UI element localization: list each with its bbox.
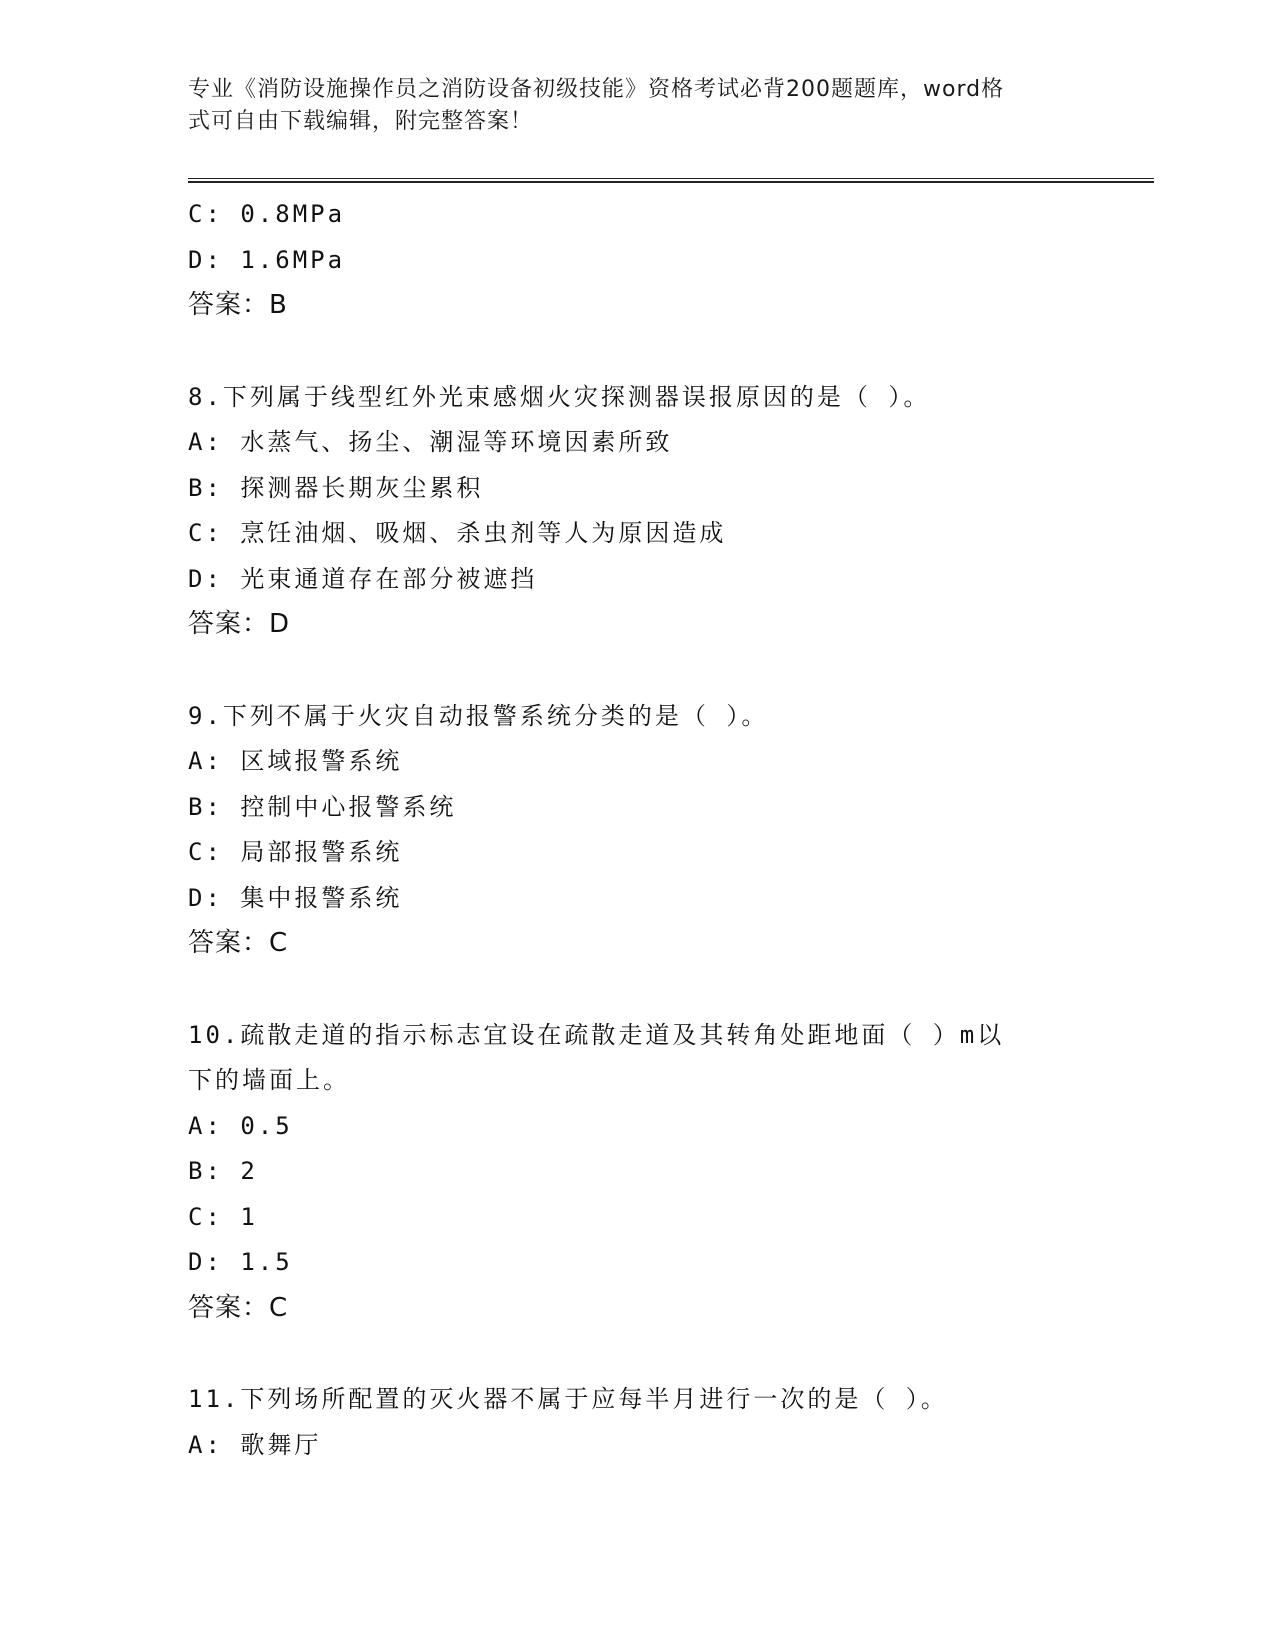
q10-stem-line-1: 10.疏散走道的指示标志宜设在疏散走道及其转角处距地面（ ）m以 (188, 1020, 1005, 1049)
header-divider (188, 178, 1154, 183)
header-line-1: 专业《消防设施操作员之消防设备初级技能》资格考试必背200题题库，word格 (188, 77, 1005, 102)
q8-answer: 答案：D (188, 609, 291, 639)
q9-option-d: D: 集中报警系统 (188, 883, 403, 912)
document-header (188, 74, 1068, 138)
q9-option-b: B: 控制中心报警系统 (188, 792, 457, 821)
q10-option-c: C: 1 (188, 1202, 258, 1231)
q8-option-c: C: 烹饪油烟、吸烟、杀虫剂等人为原因造成 (188, 519, 727, 547)
q10-option-b: B: 2 (188, 1157, 258, 1185)
q8-option-d: D: 光束通道存在部分被遮挡 (188, 564, 538, 593)
q8-stem: 8.下列属于线型红外光束感烟火灾探测器误报原因的是（ ）。 (188, 382, 931, 411)
q7-option-d: D: 1.6MPa (188, 245, 346, 274)
question-gap (188, 329, 1148, 375)
q9-option-c: C: 局部报警系统 (188, 838, 403, 866)
q9-answer: 答案：C (188, 928, 289, 958)
q9-option-a: A: 区域报警系统 (188, 747, 403, 775)
q10-option-d: D: 1.5 (188, 1248, 293, 1276)
question-gap (188, 967, 1148, 1013)
q11-stem: 11.下列场所配置的灭火器不属于应每半月进行一次的是（ ）。 (188, 1385, 948, 1413)
q7-option-c: C: 0.8MPa (188, 200, 346, 228)
question-gap (188, 1331, 1148, 1377)
q10-answer: 答案：C (188, 1292, 289, 1323)
header-line-2: 式可自由下载编辑，附完整答案！ (188, 109, 534, 134)
q10-option-a: A: 0.5 (188, 1111, 293, 1140)
question-gap (188, 648, 1148, 694)
q11-option-a: A: 歌舞厅 (188, 1430, 322, 1459)
q8-option-b: B: 探测器长期灰尘累积 (188, 473, 484, 502)
q7-answer: 答案：B (188, 290, 288, 320)
q9-stem: 9.下列不属于火灾自动报警系统分类的是（ ）。 (188, 701, 769, 730)
q10-stem-line-2: 下的墙面上。 (188, 1066, 350, 1094)
q8-option-a: A: 水蒸气、扬尘、潮湿等环境因素所致 (188, 428, 673, 456)
question-list (188, 192, 1148, 1468)
